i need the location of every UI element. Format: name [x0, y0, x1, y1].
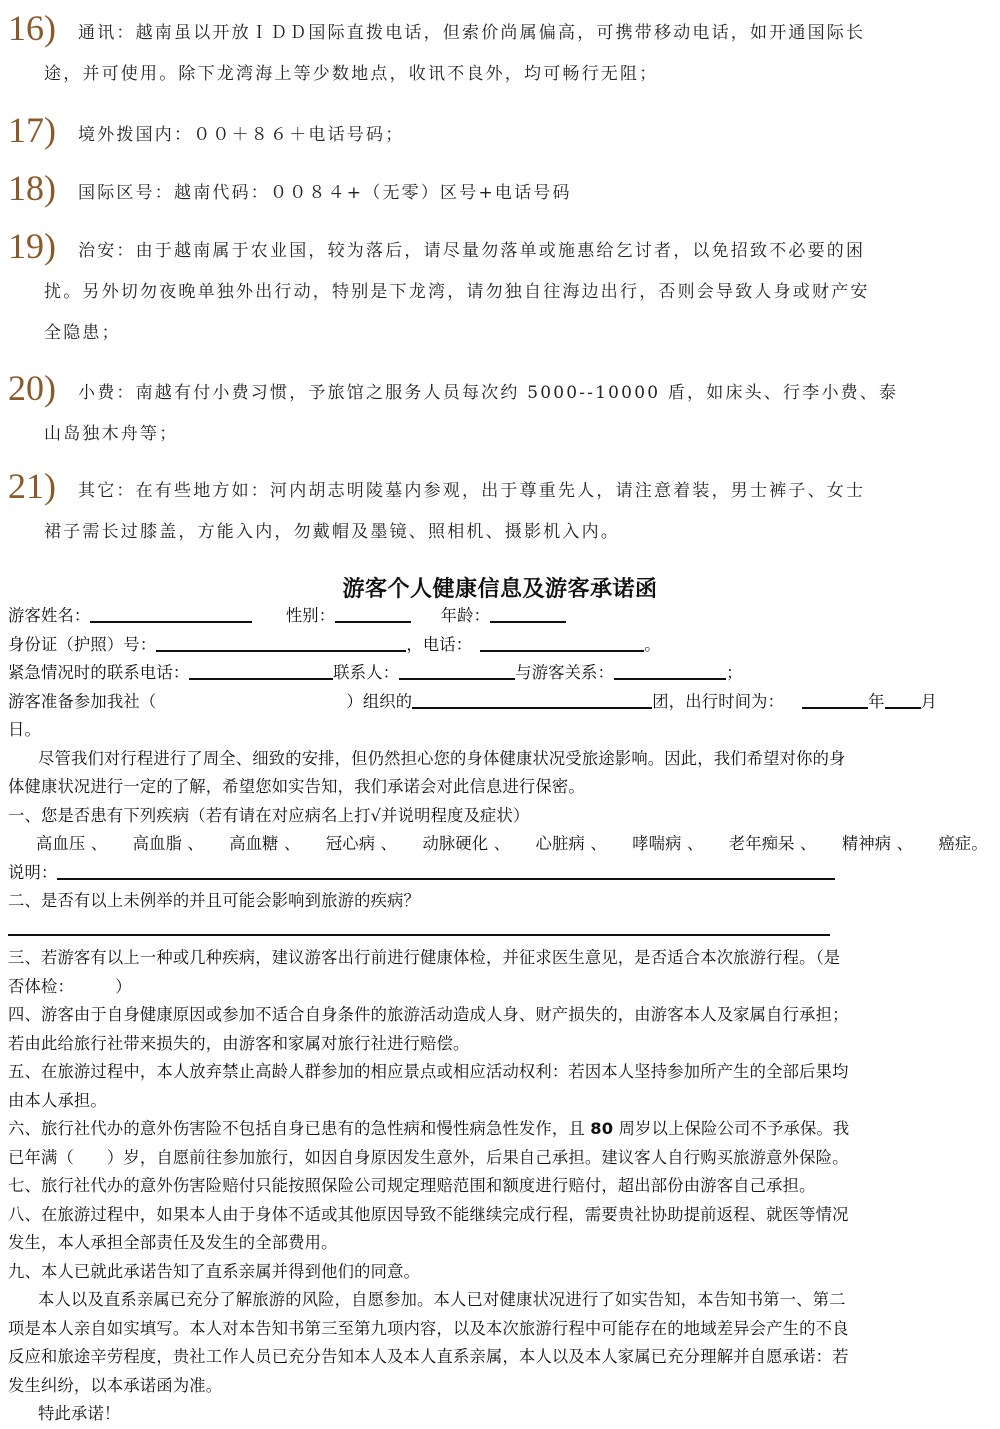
clause-6 — [8, 1115, 988, 1144]
gender-field[interactable] — [335, 603, 411, 623]
q2-answer-row — [8, 916, 988, 945]
tip-text: 国际区号：越南代码：００８４+（无零）区号+电话号码 — [78, 183, 572, 203]
disease-option[interactable]: 哮喘病 、 — [632, 834, 704, 853]
tip-text: 境外拨国内：００＋８６＋电话号码； — [78, 125, 405, 145]
tip-number: 17) — [8, 110, 56, 150]
disease-option[interactable]: 癌症。 — [938, 834, 988, 853]
contact-field[interactable] — [399, 660, 515, 680]
tip-19 — [8, 226, 986, 354]
clause-9: 九、本人已就此承诺告知了直系亲属并得到他们的同意。 — [8, 1261, 421, 1281]
clause-4: 若由此给旅行社带来损失的，由游客和家属对旅行社进行赔偿。 — [8, 1033, 470, 1053]
disease-list — [8, 830, 988, 859]
disease-option[interactable]: 动脉硬化 、 — [422, 834, 511, 853]
tip-text: 小费：南越有付小费习惯，予旅馆之服务人员每次约 5000--10000 盾，如床头、行李小费、泰 — [78, 383, 899, 403]
emergency-phone-label: 紧急情况时的联系电话： — [8, 663, 190, 682]
contact-label: 联系人： — [333, 663, 400, 682]
name-field[interactable] — [90, 603, 252, 623]
disease-option[interactable]: 精神病 、 — [841, 834, 914, 853]
tip-number: 16) — [8, 8, 56, 48]
tip-text: 裙子需长过膝盖，方能入内，勿戴帽及墨镜、照相机、摄影机入内。 — [44, 522, 620, 542]
tip-text: 途，并可使用。除下龙湾海上等少数地点，收讯不良外，均可畅行无阻； — [44, 64, 659, 84]
id-label: 身份证（护照）号： — [8, 634, 157, 654]
tip-17 — [8, 110, 986, 156]
clause-8: 八、在旅游过程中，如果本人由于身体不适或其他原因导致不能继续完成行程，需要贵社协助提前返程、就医等情况 — [8, 1204, 849, 1224]
row-explain — [8, 859, 988, 888]
phone-label: ，电话： — [406, 634, 473, 654]
tip-20 — [8, 368, 986, 455]
clause-6: 已年满（ ）岁，自愿前往参加旅行，如因自身原因发生意外，后果自己承担。建议客人自行购买旅游意外保险。 — [8, 1147, 849, 1167]
relation-field[interactable] — [614, 660, 726, 680]
phone-field[interactable] — [480, 632, 644, 652]
question-2: 二、是否有以上未例举的并且可能会影响到旅游的疾病？ — [8, 891, 421, 910]
id-field[interactable] — [156, 632, 406, 652]
month-field[interactable] — [885, 689, 921, 709]
question-1: 一、您是否患有下列疾病（若有请在对应病名上打√并说明程度及症状） — [8, 805, 530, 825]
clause-8: 发生，本人承担全部责任及发生的全部费用。 — [8, 1233, 338, 1252]
organized-label: ）组织的 — [346, 691, 413, 711]
punct: ； — [726, 663, 743, 682]
group-field[interactable] — [412, 689, 652, 709]
disease-option[interactable]: 高血压 、 — [36, 834, 108, 853]
closing-text: 反应和旅途辛劳程度，贵社工作人员已充分告知本人及本人直系亲属，本人以及本人家属已充分理解并自愿承诺：若 — [8, 1347, 849, 1366]
question-3: 三、若游客有以上一种或几种疾病，建议游客出行前进行健康体检，并征求医生意见，是否适合本次旅游行程。（是 — [8, 948, 841, 967]
disease-option[interactable]: 高血糖 、 — [229, 834, 301, 853]
row-personal — [8, 602, 988, 631]
name-label: 游客姓名： — [8, 606, 91, 625]
year-field[interactable] — [802, 689, 868, 709]
month-label: 月 — [920, 691, 938, 711]
relation-label: 与游客关系： — [515, 663, 615, 682]
intro-text: 体健康状况进行一定的了解，希望您如实告知，我们承诺会对此信息进行保密。 — [8, 777, 585, 796]
year-label: 年 — [868, 691, 885, 711]
disease-option[interactable]: 冠心病 、 — [325, 834, 398, 853]
gender-label: 性别： — [285, 606, 336, 625]
disease-option[interactable]: 高血脂 、 — [132, 834, 204, 853]
clause-text: 周岁以上保险公司不予承保。我 — [613, 1119, 850, 1138]
clause-4: 四、游客由于自身健康原因或参加不适合自身条件的旅游活动造成人身、财产损失的，由游客本人及家属自行承担； — [8, 1005, 849, 1024]
closing-text: 本人以及直系亲属已充分了解旅游的风险，自愿参加。本人已对健康状况进行了如实告知，本告知书第一、第二 — [38, 1290, 846, 1309]
tip-21 — [8, 466, 986, 553]
tip-16 — [8, 8, 986, 95]
clause-7: 七、旅行社代办的意外伤害险赔付只能按照保险公司规定理赔范围和额度进行赔付，超出部份由游客自己承担。 — [8, 1176, 816, 1195]
age-limit: 80 — [590, 1119, 614, 1138]
tip-text: 山岛独木舟等； — [44, 424, 179, 444]
tip-text: 治安：由于越南属于农业国，较为落后，请尽量勿落单或施惠给乞讨者，以免招致不必要的困 — [78, 241, 866, 261]
row-trip — [8, 688, 988, 717]
age-label: 年龄： — [440, 606, 491, 625]
explain-label: 说明： — [8, 862, 58, 882]
tip-text: 扰。另外切勿夜晚单独外出行动，特别是下龙湾，请勿独自往海边出行，否则会导致人身或财产安 — [44, 282, 870, 302]
row-emergency — [8, 659, 988, 688]
tip-text: 通讯：越南虽以开放ＩＤＤ国际直拨电话，但索价尚属偏高，可携带移动电话，如开通国际长 — [78, 23, 866, 43]
intro-text: 尽管我们对行程进行了周全、细致的安排，但仍然担心您的身体健康状况受旅途影响。因此，我们希望对你的身 — [38, 748, 846, 768]
tip-text: 其它：在有些地方如：河内胡志明陵墓内参观，出于尊重先人，请注意着装，男士裤子、女士 — [78, 481, 866, 501]
explain-field[interactable] — [57, 860, 835, 880]
punct: 。 — [644, 634, 661, 654]
sign-off: 特此承诺！ — [38, 1404, 121, 1423]
tip-number: 18) — [8, 168, 56, 208]
row-id — [8, 631, 988, 660]
join-label: 游客准备参加我社（ — [8, 691, 157, 711]
clause-5: 由本人承担。 — [8, 1090, 107, 1110]
tip-18 — [8, 168, 986, 214]
disease-option[interactable]: 心脏病 、 — [535, 834, 607, 853]
disease-option[interactable]: 老年痴呆 、 — [728, 834, 817, 853]
group-label: 团，出行时间为： — [652, 691, 785, 711]
question-3: 否体检： ） — [8, 976, 132, 996]
tip-text: 全隐患； — [44, 323, 121, 343]
tip-number: 20) — [8, 368, 56, 408]
clause-text: 六、旅行社代办的意外伤害险不包括自身已患有的急性病和慢性病急性发作，且 — [8, 1119, 591, 1138]
age-field[interactable] — [490, 603, 566, 623]
q2-answer-field[interactable] — [8, 934, 830, 936]
clause-5: 五、在旅游过程中，本人放弃禁止高龄人群参加的相应景点或相应活动权利：若因本人坚持参加所产生的全部后果均 — [8, 1062, 849, 1081]
day-label: 日。 — [8, 720, 41, 739]
health-form — [8, 602, 988, 1429]
tip-number: 19) — [8, 226, 56, 266]
closing-text: 项是本人亲自如实填写。本人对本告知书第三至第九项内容，以及本次旅游行程中可能存在的地域差异会产生的不良 — [8, 1318, 849, 1338]
closing-text: 发生纠纷，以本承诺函为准。 — [8, 1375, 223, 1395]
emergency-phone-field[interactable] — [189, 660, 333, 680]
tip-number: 21) — [8, 466, 56, 506]
form-title: 游客个人健康信息及游客承诺函 — [342, 577, 658, 602]
